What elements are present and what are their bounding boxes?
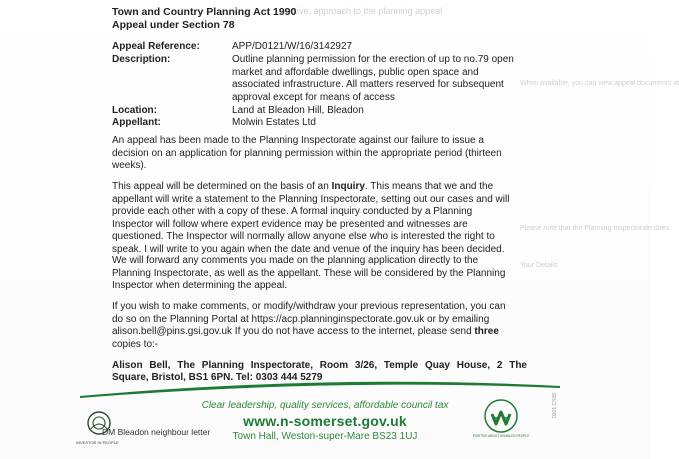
paragraph-appeal-made: An appeal has been made to the Planning Inspectorate against our failure to issue a decision on an application for planning permission within the appropriate period (thirteen weeks). [112, 135, 502, 172]
reference-label: Appeal Reference: [112, 41, 200, 52]
bleed-through-text: ctive, approach to the planning appeal [290, 6, 443, 16]
inspectorate-address-line2: Square, Bristol, BS1 6PN. Tel: 0303 444 5279 [112, 372, 323, 383]
inspectorate-address-line1: Alison Bell, The Planning Inspectorate, Room 3/26, Temple Quay House, 2 The [112, 360, 527, 371]
investors-in-people-text: INVESTOR IN PEOPLE [76, 440, 119, 445]
reference-value: APP/D0121/W/16/3142927 [232, 41, 353, 52]
council-website: www.n-somerset.gov.uk [243, 413, 407, 429]
paragraph-representation: If you wish to make comments, or modify/withdraw your previous representation, you can do so on the Planning Portal at https://acp.planninginspectorate.gov.uk or by emailing alison.bell@pins.gsi.gov.uk If you do not have access to the internet, please send three copies to:- [112, 301, 506, 350]
paragraph-comments: We will forward any comments you made on the planning application directly to the Planning Inspectorate, as well as the appellant. These will be considered by the Planning Inspector when determining the appeal. [112, 255, 506, 292]
location-value: Land at Bleadon Hill, Bleadon [232, 105, 364, 116]
description-label: Description: [112, 54, 171, 65]
letter-reference-note: DM Bleadon neighbour letter [102, 427, 211, 437]
council-address: Town Hall, Weston-super-Mare BS23 1UJ [232, 431, 418, 442]
description-value: Outline planning permission for the erection of up to no.79 open market and affordable dwellings, public open space and associated infrastructure. All matters reserved for subsequent approval except for means of access [232, 54, 514, 103]
location-label: Location: [112, 105, 157, 116]
appellant-label: Appellant: [112, 117, 161, 128]
disability-badge-icon [472, 398, 530, 438]
bleed-through-text: Please note that the Planning Inspectorate does [520, 225, 670, 232]
appeal-heading: Appeal under Section 78 [112, 19, 235, 31]
disability-badge-text: POSITIVE ABOUT DISABLED PEOPLE [472, 434, 530, 438]
appellant-value: Molwin Estates Ltd [232, 117, 316, 128]
council-tagline: Clear leadership, quality services, affordable council tax [201, 400, 449, 411]
bleed-through-text: Your Details [520, 262, 558, 269]
bleed-through-text: When available, you can view appeal documents at [520, 80, 679, 87]
paragraph-inquiry: This appeal will be determined on the basis of an Inquiry. This means that we and the appellant will write a statement to the Planning Inspectorate, setting out our cases and will provide each other with a copy of these. A formal inquiry conducted by a Planning Inspector will follow where expert evidence may be presented and witnesses are questioned. The Inspector will normally allow anyone else who is interested the right to speak. I will write to you again when the date and venue of the inquiry has been decided. [112, 181, 510, 255]
side-code: 0201 CS05 [552, 392, 558, 418]
act-heading: Town and Country Planning Act 1990 [112, 6, 297, 18]
